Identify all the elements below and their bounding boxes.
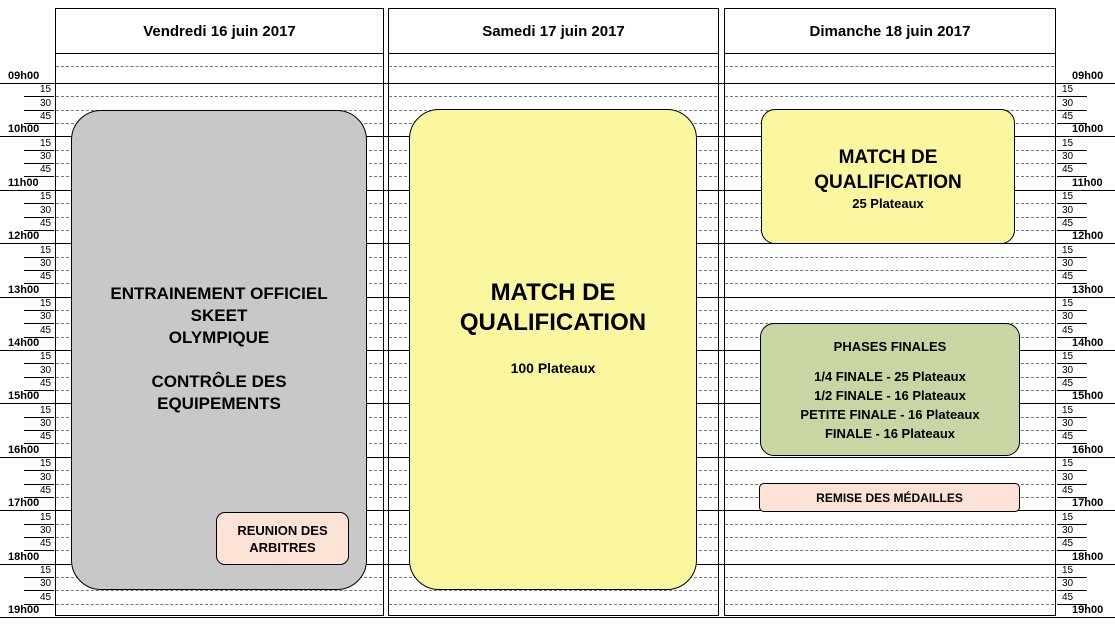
time-label-quarter: 45 [1062,591,1074,603]
grid-line-quarter [725,283,1054,284]
grid-line-quarter [725,96,1054,97]
event-title-line: QUALIFICATION [459,309,647,336]
event-line: FINALE - 16 Plateaux [824,426,956,441]
event-sunday-qualification [761,109,1015,244]
time-label-quarter: 15 [1062,351,1074,363]
time-label-hour: 11h00 [8,176,39,189]
time-label-quarter: 15 [1062,137,1074,149]
event-line: REUNION DES [237,522,328,538]
day-header-friday: Vendredi 16 juin 2017 [56,9,383,54]
event-line: 1/2 FINALE - 16 Plateaux [814,388,966,403]
time-label-hour: 18h00 [1072,550,1104,563]
event-title-line: MATCH DE [838,147,938,168]
time-label-quarter: 15 [40,297,52,309]
time-label-quarter: 30 [40,151,52,163]
event-detail: 100 Plateaux [510,360,596,376]
time-tick [1057,203,1087,204]
time-label-hour: 09h00 [1072,70,1104,82]
time-label-quarter: 30 [40,471,52,483]
event-referee-meeting [216,512,349,565]
event-label: REMISE DES MÉDAILLES [816,490,963,505]
time-label-quarter: 45 [40,217,52,229]
grid-line-quarter [725,537,1054,538]
time-label-hour: 13h00 [8,283,40,296]
grid-line-quarter [56,590,382,591]
day-header-sunday: Dimanche 18 juin 2017 [725,9,1055,54]
day-column-sunday [724,8,1056,616]
time-tick [24,470,54,471]
grid-line-quarter [56,96,382,97]
time-label-quarter: 15 [1062,84,1074,96]
time-label-quarter: 45 [40,111,52,123]
time-label-quarter: 30 [1062,151,1074,163]
grid-line-quarter [725,470,1054,471]
time-label-quarter: 15 [40,511,52,523]
time-label-hour: 11h00 [1072,176,1103,189]
grid-line-quarter [725,310,1054,311]
grid-line-quarter [725,257,1054,258]
time-label-quarter: 45 [40,484,52,496]
time-label-quarter: 45 [40,378,52,390]
time-label-quarter: 15 [1062,564,1074,576]
grid-line-quarter [56,604,382,605]
time-label-quarter: 30 [1062,257,1074,269]
time-label-quarter: 30 [40,418,52,430]
time-label-quarter: 45 [1062,111,1074,123]
time-label-quarter: 15 [1062,458,1074,470]
time-label-quarter: 30 [1062,524,1074,536]
event-line: EQUIPEMENTS [157,394,281,413]
time-label-quarter: 15 [40,191,52,203]
time-label-hour: 14h00 [8,337,40,349]
grid-line-quarter [725,604,1054,605]
time-label-hour: 14h00 [1072,337,1104,349]
time-label-hour: 17h00 [8,497,40,510]
event-detail: 25 Plateaux [852,196,924,211]
time-label-quarter: 45 [40,271,52,283]
event-title-line: QUALIFICATION [814,172,962,193]
time-label-hour: 13h00 [1072,283,1104,296]
time-label-hour: 18h00 [8,550,40,563]
time-label-quarter: 45 [40,164,52,176]
time-label-hour: 10h00 [8,123,40,136]
time-label-quarter: 15 [1062,191,1074,203]
time-label-hour: 19h00 [1072,604,1104,616]
time-label-hour: 15h00 [1072,390,1104,403]
time-label-quarter: 45 [1062,378,1074,390]
time-label-quarter: 15 [40,137,52,149]
time-label-quarter: 45 [1062,164,1074,176]
time-label-quarter: 45 [1062,538,1074,550]
grid-line-hour [0,83,1115,84]
time-label-quarter: 15 [1062,297,1074,309]
time-label-quarter: 15 [40,458,52,470]
time-label-quarter: 45 [40,431,52,443]
event-saturday-qualification [409,109,697,590]
event-line: SKEET [190,306,248,325]
time-label-quarter: 30 [1062,204,1074,216]
time-label-quarter: 45 [1062,271,1074,283]
time-label-quarter: 30 [40,364,52,376]
time-label-hour: 16h00 [8,443,40,456]
grid-line-hour [0,617,1115,618]
time-tick [24,203,54,204]
event-heading: PHASES FINALES [833,339,947,354]
grid-line-quarter [389,96,717,97]
time-tick [1057,470,1087,471]
time-label-quarter: 15 [1062,511,1074,523]
time-label-hour: 15h00 [8,390,40,403]
event-line: PETITE FINALE - 16 Plateaux [800,407,980,422]
time-label-quarter: 30 [1062,364,1074,376]
event-line: OLYMPIQUE [168,328,270,347]
grid-line-quarter [725,550,1054,551]
time-label-quarter: 45 [1062,431,1074,443]
time-label-quarter: 30 [1062,471,1074,483]
time-label-quarter: 30 [1062,311,1074,323]
grid-line-quarter [725,524,1054,525]
time-label-quarter: 45 [40,538,52,550]
time-label-quarter: 15 [40,84,52,96]
time-label-hour: 12h00 [1072,230,1104,243]
time-label-quarter: 15 [1062,404,1074,416]
event-medal-ceremony [759,483,1020,512]
time-label-quarter: 15 [1062,244,1074,256]
time-label-quarter: 30 [1062,97,1074,109]
grid-line-quarter [725,270,1054,271]
day-header-saturday: Samedi 17 juin 2017 [389,9,718,54]
time-label-quarter: 45 [1062,217,1074,229]
time-label-hour: 10h00 [1072,123,1104,136]
grid-line-quarter [725,590,1054,591]
time-label-quarter: 30 [40,524,52,536]
event-line: ENTRAINEMENT OFFICIEL [110,284,328,303]
event-line: 1/4 FINALE - 25 Plateaux [814,369,966,384]
time-label-quarter: 30 [40,204,52,216]
time-label-quarter: 15 [40,564,52,576]
grid-line-quarter [389,604,717,605]
grid-line-quarter [56,66,382,67]
time-label-hour: 12h00 [8,230,40,243]
time-label-hour: 16h00 [1072,443,1104,456]
grid-line-quarter [389,590,717,591]
time-label-quarter: 30 [40,311,52,323]
event-title-line: MATCH DE [490,279,616,306]
time-label-quarter: 15 [40,351,52,363]
time-label-quarter: 30 [1062,418,1074,430]
time-label-quarter: 15 [40,404,52,416]
time-label-hour: 17h00 [1072,497,1104,510]
time-label-quarter: 45 [1062,324,1074,336]
time-label-quarter: 30 [40,97,52,109]
event-line: ARBITRES [249,539,316,555]
grid-line-quarter [389,66,717,67]
event-final-phases [760,323,1020,456]
time-label-quarter: 45 [1062,484,1074,496]
time-label-quarter: 45 [40,591,52,603]
time-label-quarter: 30 [40,257,52,269]
time-label-hour: 09h00 [8,70,40,82]
time-label-quarter: 30 [40,578,52,590]
time-label-hour: 19h00 [8,604,40,616]
event-line: CONTRÔLE DES [151,372,287,391]
grid-line-quarter [725,66,1054,67]
time-label-quarter: 30 [1062,578,1074,590]
time-label-quarter: 45 [40,324,52,336]
time-label-quarter: 15 [40,244,52,256]
grid-line-quarter [725,577,1054,578]
